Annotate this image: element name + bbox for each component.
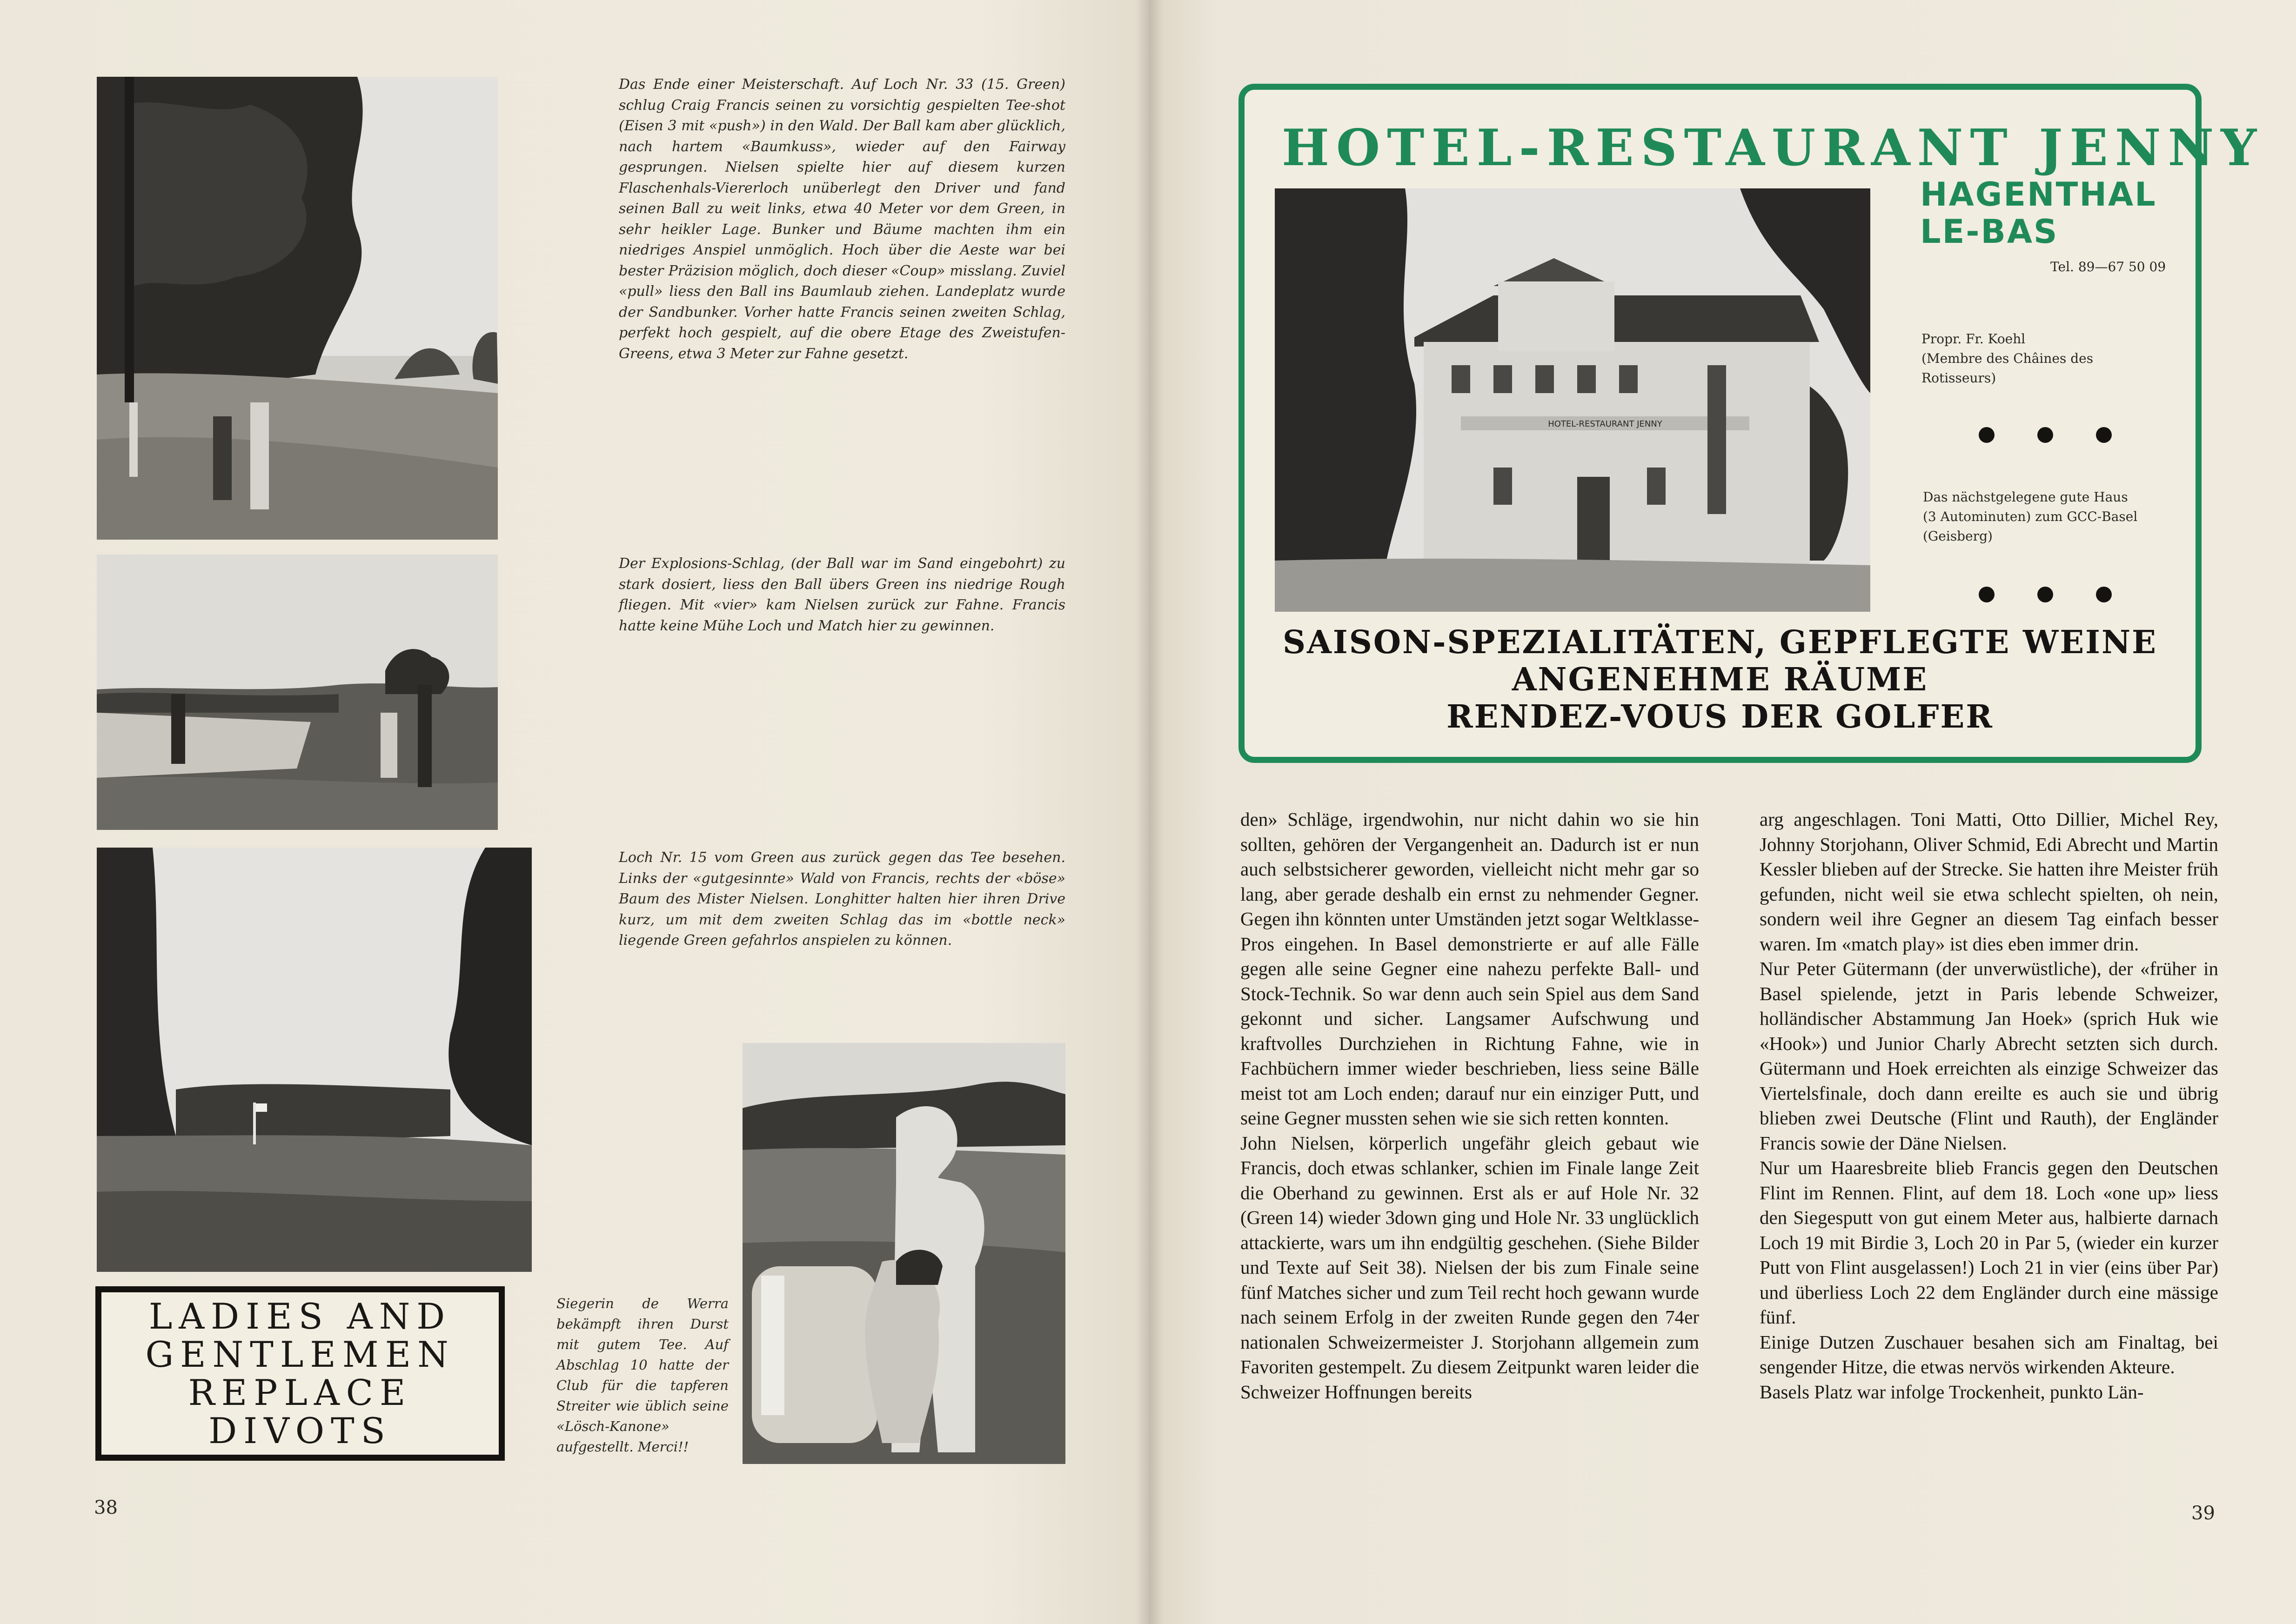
dots-separator-2 [1979,587,2112,602]
photo-bunker-shot [97,555,498,830]
article-column-2 [1760,807,2218,1404]
near-line-2: (3 Autominuten) zum GCC-Basel [1923,509,2138,524]
dots-separator-1 [1979,427,2112,443]
page-number-right: 39 [2191,1503,2215,1524]
col1-paragraph: den» Schläge, irgendwohin, nur nicht dahin wo sie hin sollten, gehören der Vergangenheit an. Dadurch ist er nun auch selbstsicherer geworden, vielleicht nicht mehr gar so lang, aber gerade deshalb ein ernst zu nehmender Gegner. Gegen ihn könnten unter Umständen jetzt sogar Weltklasse-Pros eingehen. In Basel demonstrierte er auf alle Fälle gegen alle seine Gegner eine nahezu perfekte Ball- und Stock-Technik. So war denn auch sein Spiel aus dem Sand gekonnt und sicher. Langsamer Aufschwung und kraftvolles Durchziehen in Richtung Fahne, wie in Fachbüchern immer wieder beschrieben, liess seine Bälle meist tot am Loch enden; darauf nur ein einziger Putt, und seine Gegner mussten sehen wie sie sich retten konnten. [1240,809,1699,1129]
town-line-2: LE-BAS [1920,213,2059,251]
slogan-line-2: ANGENEHME RÄUME [1512,661,1928,698]
col2-paragraph: Einige Dutzen Zuschauer besahen sich am Finaltag, bei sengender Hitze, die etwas nervös wirkenden Akteure. [1760,1331,2218,1377]
telephone: Tel. 89—67 50 09 [2050,259,2166,274]
dot [2037,427,2053,443]
col1-paragraph: John Nielsen, körperlich ungefähr gleich gebaut wie Francis, doch etwas schlanker, schien im Finale lange Zeit die Oberhand zu gewinnen. Erst als er auf Hole Nr. 32 (Green 14) wieder 3down ging und Hole Nr. 33 unglücklich attackierte, wars um ihn endgültig geschehen. (Siehe Bilder und Texte auf Seit 38). Nielsen der bis zum Finale seine fünf Matches sicher und zum Teil recht hoch gewann wurde nach seinem Erfolg in der zweiten Runde gegen den 74er nationalen Schweizermeister J. Storjohann allgemein zum Favoriten gestempelt. Zu diesem Zeitpunkt waren leider die Schweizer Hoffnungen bereits [1240,1132,1699,1403]
replace-divots-sign [95,1286,505,1461]
owner-line-1: Propr. Fr. Koehl [1921,331,2026,347]
divots-line-2: GENTLEMEN [145,1333,455,1375]
slogan-line-3: RENDEZ-VOUS DER GOLFER [1446,698,1994,735]
col2-paragraph: arg angeschlagen. Toni Matti, Otto Dillier, Michel Rey, Johnny Storjohann, Oliver Schmid, Edi Abrecht und Martin Kessler blieben auf der Strecke. Sie hatten ihre Meister früh gefunden, nicht weil sie etwa schlecht spielten, oh nein, sondern weil ihre Gegner an diesem Tag einfach besser waren. Im «match play» ist dies eben immer drin. [1760,809,2218,955]
near-line-3: (Geisberg) [1923,528,1993,544]
town-line-1: HAGENTHAL [1920,175,2157,214]
caption-hole-15: Loch Nr. 15 vom Green aus zurück gegen das Tee besehen. Links der «gutgesinnte» Wald von Francis, rechts der «böse» Baum des Mister Nielsen. Longhitter halten hier ihren Drive kurz, um mit dem zweiten Schlag das im «bottle neck» liegende Green gefahrlos anspielen zu können. [619,849,1065,949]
near-line-1: Das nächstgelegene gute Haus [1923,489,2128,505]
divots-line-3: REPLACE [188,1371,412,1413]
photo-hole-15 [97,848,532,1272]
dot [2037,587,2053,602]
col2-paragraph: Nur um Haaresbreite blieb Francis gegen den Deutschen Flint im Rennen. Flint, auf dem 18. Loch «one up» liess den Siegesputt von gut einem Meter aus, halbierte darnach Loch 19 mit Birdie 3, Loch 20 in Par 5, (wieder ein kurzer Putt von Flint ausgelassen!) Loch 21 in vier (eins über Par) und überliess Loch 22 dem Engländer durch eine mässige fünf. [1760,1157,2218,1328]
page-number-left: 38 [94,1497,118,1518]
dot [1979,587,1995,602]
photo-golfer-forest [97,77,498,540]
proprietor-info [1921,329,2093,388]
dot [2096,587,2112,602]
article-column-1 [1240,807,1699,1404]
caption-explosion-shot: Der Explosions-Schlag, (der Ball war im Sand eingebohrt) zu stark dosiert, liess den Ball übers Green ins niedrige Rough fliegen. Mit «vier» kam Nielsen zurück zur Fahne. Francis hatte keine Mühe Loch und Match hier zu gewinnen. [619,555,1065,634]
owner-line-3: Rotisseurs) [1921,370,1996,386]
col2-paragraph: Basels Platz war infolge Trockenheit, punkto Län- [1760,1381,2144,1403]
divots-line-1: LADIES AND [148,1295,452,1337]
owner-line-2: (Membre des Châines des [1921,351,2094,366]
hotel-sign-text: HOTEL-RESTAURANT JENNY [1548,419,1662,429]
divots-line-4: DIVOTS [208,1410,392,1451]
caption-de-werra: Siegerin de Werra bekämpft ihren Durst mit gutem Tee. Auf Abschlag 10 hatte der Club für die tapferen Streiter wie üblich seine «Lösch-Kanone» aufgestellt. Merci!! [556,1296,729,1455]
hotel-title: HOTEL-RESTAURANT JENNY [1282,119,2264,177]
hotel-advertisement [1238,84,2264,763]
dot [1979,427,1995,443]
dot [2096,427,2112,443]
col2-paragraph: Nur Peter Gütermann (der unverwüstliche), der «früher in Basel spielende, jetzt in Paris lebende Schweizer, holländischer Abstammung Jan Hoek» (sprich Huk wie «Hook») und Junior Charly Abrecht setzten sich durch. Gütermann und Hoek erreichten als einzige Schweizer das Viertelsfinale, doch dann ereilte es auch sie und übrig blieben zwei Deutsche (Flint und Rauth), der Engländer Francis sowie der Däne Nielsen. [1760,958,2218,1154]
photo-hotel-building [1275,188,1870,612]
nearest-house-info [1923,488,2137,546]
caption-hole-33: Das Ende einer Meisterschaft. Auf Loch Nr. 33 (15. Green) schlug Craig Francis seinen zu vorsichtig gespielten Tee-shot (Eisen 3 mit «push») in den Wald. Der Ball kam aber glücklich, nach hartem «Baumkuss», wieder auf den Fairway gesprungen. Nielsen spielte hier auf diesem kurzen Flaschenhals-Viererloch unüberlegt den Driver und fand seinen Ball zu weit links, etwa 40 Meter vor dem Green, in sehr heikler Lage. Bunker und Bäume machten ihm ein niedriges Anspiel unmöglich. Hoch über die Aeste war bei bester Präzision möglich, doch dieser «Coup» misslang. Zuviel «pull» liess den Ball ins Baumlaub ziehen. Landeplatz wurde der Sandbunker. Vorher hatte Francis seinen zweiten Schlag, perfekt hoch gespielt, auf die obere Etage des Zweistufen-Greens, etwa 3 Meter zur Fahne gesetzt. [619,76,1065,362]
right-page [1149,0,2296,1624]
photo-tea-dispenser [743,1043,1065,1464]
town-name [1920,176,2157,250]
book-gutter [1135,0,1163,1624]
slogan-line-1: SAISON-SPEZIALITÄTEN, GEPFLEGTE WEINE [1283,624,2157,661]
